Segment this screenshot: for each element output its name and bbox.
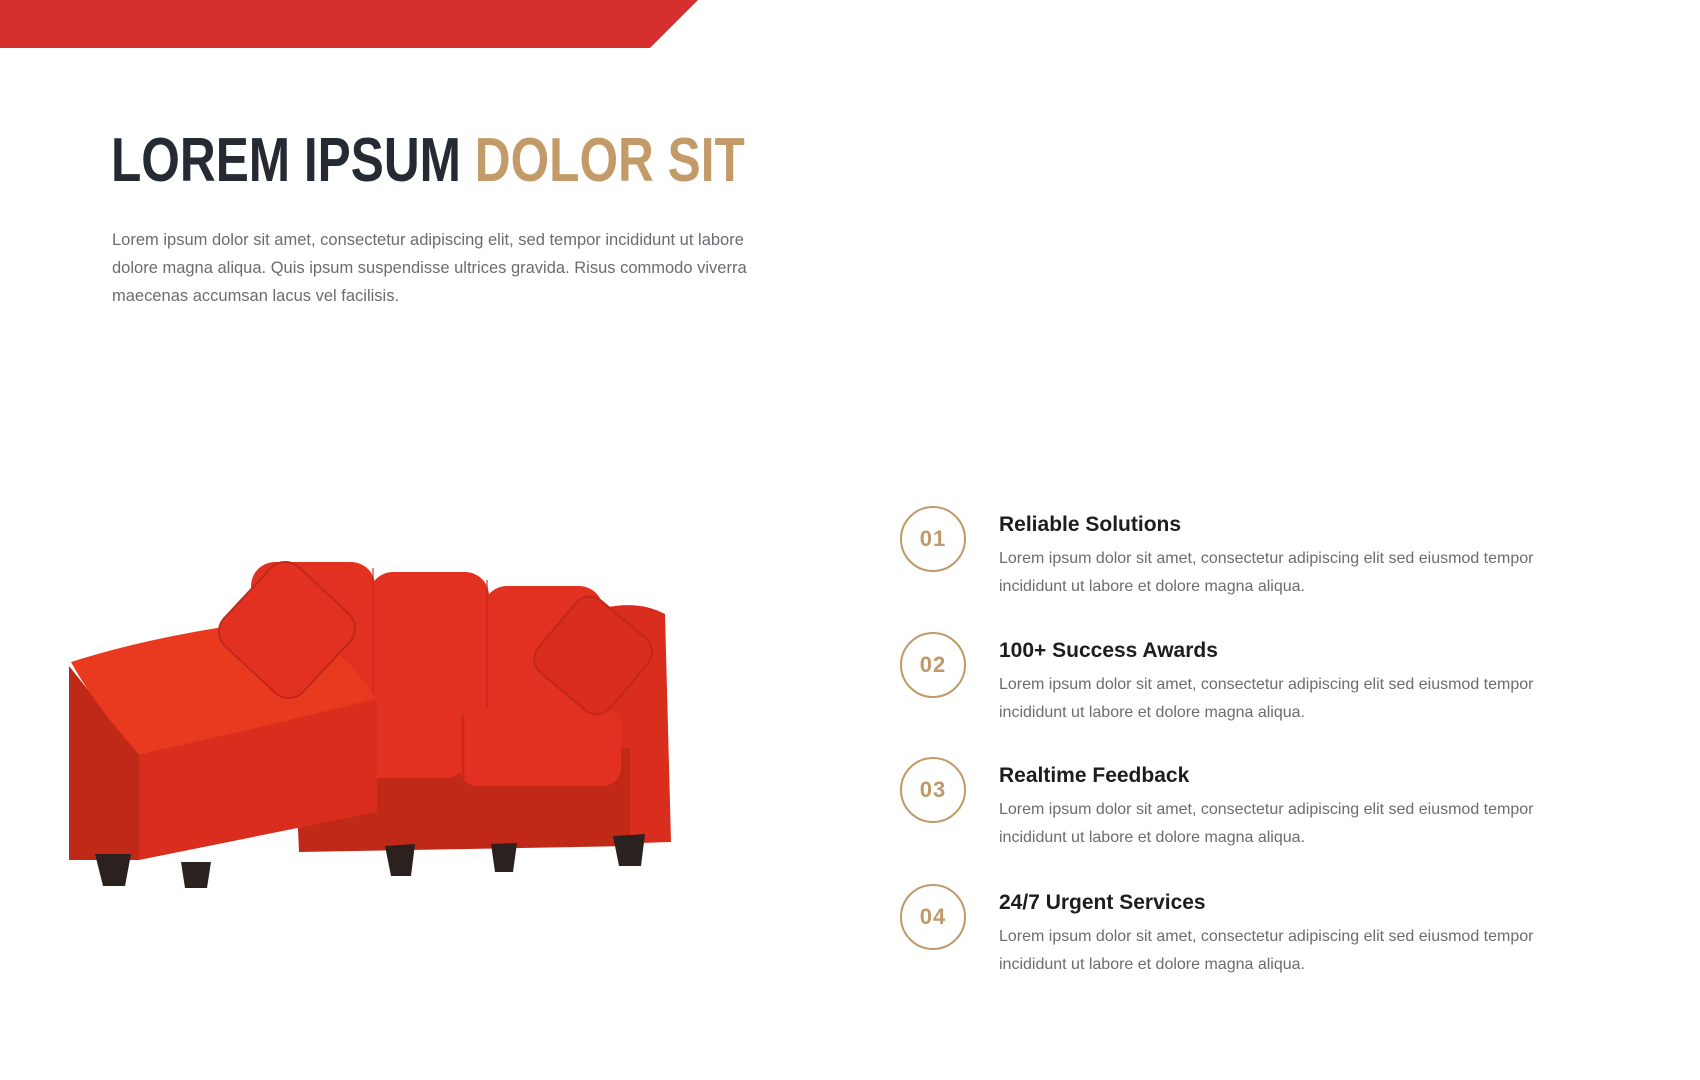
features-list (900, 0, 1560, 1080)
feature-title: 24/7 Urgent Services (999, 891, 1206, 914)
feature-description: Lorem ipsum dolor sit amet, consectetur adipiscing elit sed eiusmod tempor incididunt ut labore et dolore magna aliqua. (999, 801, 1534, 846)
sofa-image (55, 548, 715, 888)
section-heading (111, 128, 745, 194)
feature-number-badge: 02 (900, 632, 966, 698)
feature-number-badge: 01 (900, 506, 966, 572)
feature-title: 100+ Success Awards (999, 639, 1218, 662)
top-ribbon (0, 0, 700, 48)
feature-description: Lorem ipsum dolor sit amet, consectetur adipiscing elit sed eiusmod tempor incididunt ut labore et dolore magna aliqua. (999, 550, 1534, 595)
feature-text (999, 757, 1544, 851)
feature-description: Lorem ipsum dolor sit amet, consectetur adipiscing elit sed eiusmod tempor incididunt ut labore et dolore magna aliqua. (999, 928, 1534, 973)
feature-item-03 (900, 757, 1544, 851)
heading-dark-part: LOREM IPSUM (111, 126, 475, 195)
heading-accent-part: DOLOR SIT (474, 126, 745, 195)
feature-description: Lorem ipsum dolor sit amet, consectetur adipiscing elit sed eiusmod tempor incididunt ut labore et dolore magna aliqua. (999, 676, 1534, 721)
sofa-svg (55, 548, 715, 888)
feature-number-badge: 04 (900, 884, 966, 950)
intro-paragraph: Lorem ipsum dolor sit amet, consectetur adipiscing elit, sed tempor incididunt ut labore dolore magna aliqua. Quis ipsum suspendisse ultrices gravida. Risus commodo viverra maecenas accumsan lacus vel facilisis. (112, 231, 747, 305)
feature-title: Realtime Feedback (999, 764, 1190, 787)
feature-number-badge: 03 (900, 757, 966, 823)
feature-text (999, 506, 1544, 600)
feature-text (999, 884, 1544, 978)
feature-item-02 (900, 632, 1544, 726)
feature-item-01 (900, 506, 1544, 600)
feature-title: Reliable Solutions (999, 513, 1182, 536)
feature-text (999, 632, 1544, 726)
feature-item-04 (900, 884, 1544, 978)
